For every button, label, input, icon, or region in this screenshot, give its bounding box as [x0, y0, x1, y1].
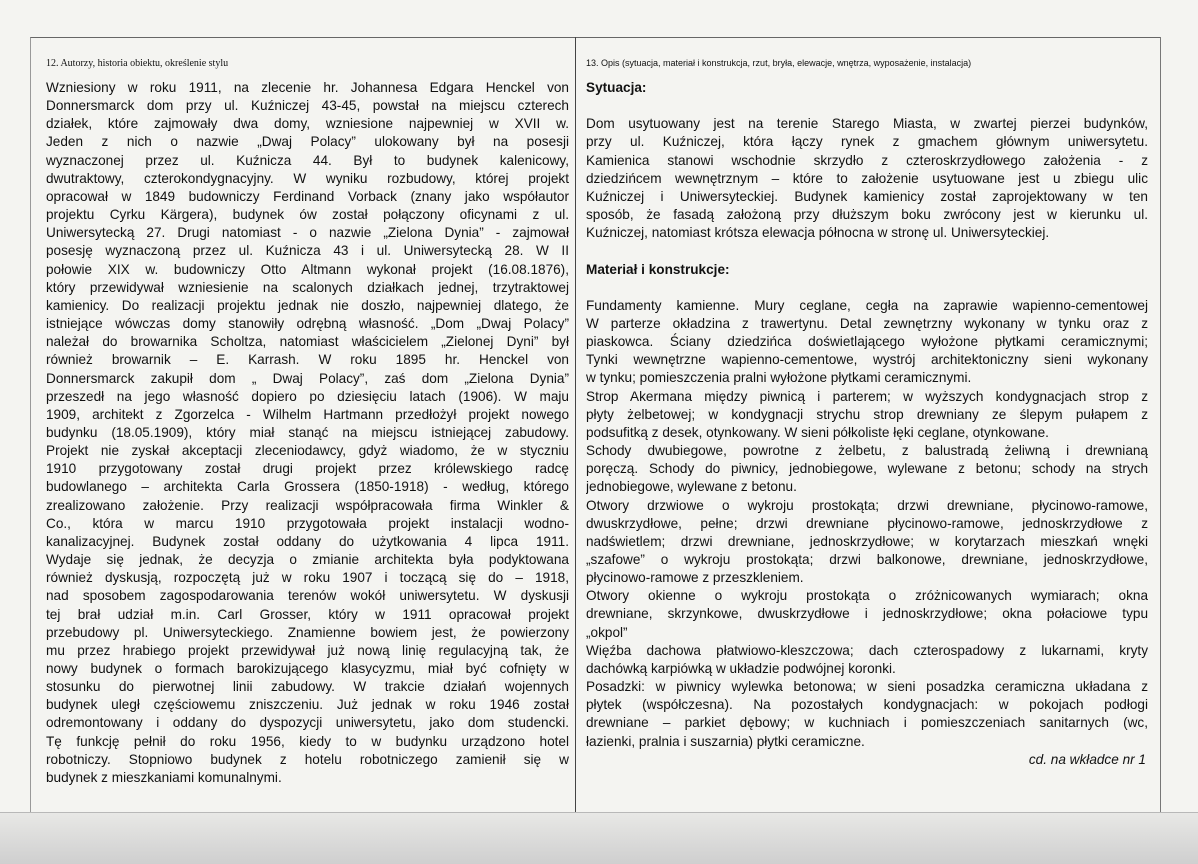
text-line: drewniane, skrzynkowe, dwuskrzydłowe i jednoskrzydłowe; okna połaciowe typu — [586, 606, 1148, 622]
text-line: Donnersmarck dom przy ul. Kuźniczej 43-45, powstał na miejscu czterech — [46, 98, 569, 114]
text-line: poręczą. Schody do piwnicy, jednobiegowe, wylewane z betonu; schody na strych — [586, 461, 1148, 477]
text-line: Otwory okienne o wykroju prostokąta o zróżnicowanych wymiarach; okna — [586, 588, 1148, 604]
text-line: Kamienica stanowi wschodnie skrzydło z czteroskrzydłowego założenia - z — [586, 152, 1148, 168]
text-line: również browarnik – E. Karrash. W roku 1895 hr. Henckel von — [46, 352, 569, 368]
text-line: dachówką karpiówką w układzie podwójnej koronki. — [586, 660, 896, 676]
page-bottom-edge — [0, 812, 1198, 864]
material-paragraph — [586, 297, 1148, 751]
text-line: Posadzki: w piwnicy wylewka betonowa; w sieni posadzka ceramiczna układana z — [586, 679, 1148, 695]
text-line: również dyskusją, rozpoczętą już w roku 1907 i toczącą się do – 1918, — [46, 570, 569, 586]
right-border — [1160, 37, 1161, 815]
text-line: działek, które zajmowały dwa domy, wzniesione najpewniej w XVII w. — [46, 116, 569, 132]
text-line: płyty żelbetowej; w kondygnacji strychu strop drewniany ze ślepym pułapem z — [586, 406, 1148, 422]
column-divider — [575, 37, 576, 815]
text-line: wyznaczonej przez ul. Kuźnicza 44. Był to budynek kalenicowy, — [46, 152, 569, 168]
text-line: Uniwersytecką 27. Drugi natomiast - o nazwie „Zielona Dynia” - zajmował — [46, 225, 569, 241]
text-line: który przewidywał wzniesienie na scalonych działkach jednej, trzytraktowej — [46, 279, 569, 295]
text-line: W parterze okładzina z trawertynu. Detal zewnętrzny wykonany w tynku oraz z — [586, 315, 1148, 331]
text-line: odremontowany i oddany do dyspozycji uniwersytetu, jako dom studencki. — [46, 715, 569, 731]
text-line: przebudowy pl. Uniwersyteckiego. Znamienne bowiem jest, że powierzony — [46, 624, 569, 640]
text-line: jednobiegowe, wylewane z betonu. — [586, 479, 797, 495]
text-line: zrealizowano założenie. Przy realizacji współpracowała firma Winkler & — [46, 497, 569, 513]
text-line: płycinowo-ramowe z przeszkleniem. — [586, 570, 804, 586]
text-line: budowlanego – architekta Carla Grossera (1850-1918) - według, którego — [46, 479, 569, 495]
text-line: Tynki wewnętrzne wapienno-cementowe, wystrój architektoniczny sieni wykonany — [586, 352, 1148, 368]
text-line: należał do browarnika Scholtza, natomiast właścicielem „Zielonej Dyni” był — [46, 334, 569, 350]
description-column — [586, 79, 1148, 769]
section-12-header: 12. Autorzy, historia obiektu, określenie stylu — [46, 58, 229, 69]
text-line: Co., która w marcu 1910 przygotowała projekt instalacji wodno- — [46, 515, 569, 531]
text-line: kanalizacyjnej. Budynek został oddany do użytkowania 4 lipca 1911. — [46, 533, 569, 549]
text-line: tej brał udział m.in. Carl Grosser, który w 1911 opracował projekt — [46, 606, 569, 622]
text-line: Dom usytuowany jest na terenie Starego Miasta, w zwartej pierzei budynków, — [586, 116, 1148, 132]
text-line: przeszedł na jego własność dopiero po dziesięciu latach (1906). W maju — [46, 388, 569, 404]
text-line: sposób, że fasadą założoną przy dłuższym boku zwrócony jest w kierunku ul. — [586, 207, 1148, 223]
text-line: łazienki, pralnia i suszarnia) płytki ceramiczne. — [586, 733, 865, 749]
text-line: piaskowca. Ściany dziedzińca doświetlającego wyłożone płytkami ceramicznymi; — [586, 334, 1148, 350]
text-line: Otwory drzwiowe o wykroju prostokąta; drzwi drewniane, płycinowo-ramowe, — [586, 497, 1148, 513]
text-line: nadświetlem; drzwi drewniane, jednoskrzydłowe; w korytarzach mieszkań wnęki — [586, 533, 1148, 549]
text-line: nad sposobem zagospodarowania terenów wokół uniwersytetu. W dyskusji — [46, 588, 569, 604]
text-line: mu przez hrabiego projekt przewidywał już nową linię regulacyjną tak, że — [46, 642, 569, 658]
text-line: 1909, architekt z Zgorzelca - Wilhelm Hartmann przedłożył projekt nowego — [46, 406, 569, 422]
text-line: budynek uległ częściowemu zniszczeniu. Już jednak w roku 1946 został — [46, 697, 569, 713]
text-line: przy ul. Kuźniczej, która łączy rynek z gmachem głównym uniwersytetu. — [586, 134, 1148, 150]
text-line: Więźba dachowa płatwiowo-kleszczowa; dach czterospadowy z lukarnami, kryty — [586, 642, 1148, 658]
text-line: „okpol” — [586, 624, 628, 640]
text-line: budynek z mieszkaniami komunalnymi. — [46, 769, 282, 785]
section-13-header: 13. Opis (sytuacja, materiał i konstrukcja, rzut, bryła, elewacje, wnętrza, wyposażenie, instalacja) — [586, 58, 972, 68]
situation-paragraph — [586, 115, 1148, 242]
text-line: posesję wyznaczoną przez ul. Kuźnicza 43 i ul. Uniwersytecką 28. W II — [46, 243, 569, 259]
text-line: Tę funkcję pełnił do roku 1956, kiedy to w budynku urządzono hotel — [46, 733, 569, 749]
text-line: Wzniesiony w roku 1911, na zlecenie hr. Johannesa Edgara Henckel von — [46, 80, 569, 95]
text-line: stosunku do pierwotnej linii zabudowy. W trakcie działań wojennych — [46, 679, 569, 695]
text-line: robotniczy. Stopniowo budynek z hotelu robotniczego zamienił się w — [46, 751, 569, 767]
text-line: Schody dwubiegowe, powrotne z żelbetu, z balustradą żeliwną i drewnianą — [586, 443, 1148, 459]
text-line: Jeden z nich o nazwie „Dwaj Polacy” ulokowany był na posesji — [46, 134, 569, 150]
text-line: drewniane – parkiet dębowy; w kuchniach i pomieszczeniach sanitarnych (wc, — [586, 715, 1148, 731]
text-line: podsufitką z desek, otynkowany. W sieni półkoliste łęki ceglane, otynkowane. — [586, 424, 1049, 440]
text-line: budynku (18.05.1909), który miał stanąć na miejscu istniejącej zabudowy. — [46, 424, 569, 440]
text-line: istniejące wówczas domy stanowiły odrębną własność. „Dom „Dwaj Polacy” — [46, 316, 569, 332]
text-line: kamienicy. Do realizacji projektu jednak nie doszło, najpewniej dlatego, że — [46, 297, 569, 313]
text-line: Strop Akermana między piwnicą i parterem; w wyższych kondygnacjach strop z — [586, 388, 1148, 404]
text-line: nowy budynek o formach barokizującego klasycyzmu, miał być cofnięty w — [46, 661, 569, 676]
text-line: 1910 przygotowany został drugi projekt przez królewskiego radcę — [46, 461, 569, 477]
text-line: projektu Cyrku Kärgera), budynek ów został połączony oficynami z ul. — [46, 207, 569, 223]
text-line: „szafowe” o wykroju prostokąta; drzwi balkonowe, drewniane, jednoskrzydłowe, — [586, 552, 1148, 568]
text-line: Wydaje się jednak, że decyzja o zmianie architekta była podyktowana — [46, 552, 569, 568]
text-line: Kuźniczej, natomiast krótsza elewacja północna w stronę ul. Uniwersyteckiej. — [586, 225, 1050, 241]
text-line: dwutraktowy, czterokondygnacyjny. W wyniku rozbudowy, której projekt — [46, 170, 569, 186]
text-line: Donnersmarck zakupił dom „ Dwaj Polacy”, zaś dom „Zielona Dynia” — [46, 370, 569, 386]
history-column — [46, 79, 569, 787]
text-line: połowie XIX w. budowniczy Otto Altmann wykonał projekt (16.08.1876), — [46, 261, 569, 277]
text-line: Kuźniczej i Uniwersyteckiej. Budynek kamienicy został zaprojektowany w ten — [586, 188, 1148, 204]
situation-heading: Sytuacja: — [586, 80, 647, 95]
text-line: płytek (współczesna). Na pozostałych kondygnacjach: w pokojach podłogi — [586, 697, 1148, 713]
text-line: Projekt nie zyskał akceptacji zleceniodawcy, gdyż wiadomo, że w styczniu — [46, 443, 569, 459]
text-line: w tynku; pomieszczenia pralni wyłożone płytkami ceramicznymi. — [586, 370, 972, 386]
continuation-note: cd. na wkładce nr 1 — [1028, 751, 1146, 767]
material-heading: Materiał i konstrukcje: — [586, 261, 730, 277]
text-line: opracował w 1849 budowniczy Ferdinand Vorback (znany jako współautor — [46, 188, 569, 204]
text-line: dwuskrzydłowe, pełne; drzwi drewniane płycinowo-ramowe, jednoskrzydłowe z — [586, 515, 1148, 531]
text-line: Fundamenty kamienne. Mury ceglane, cegła na zaprawie wapienno-cementowej — [586, 297, 1148, 313]
text-line: dziedzińcem wewnętrznym – które to założenie usytuowane jest u zbiegu ulic — [586, 170, 1148, 186]
